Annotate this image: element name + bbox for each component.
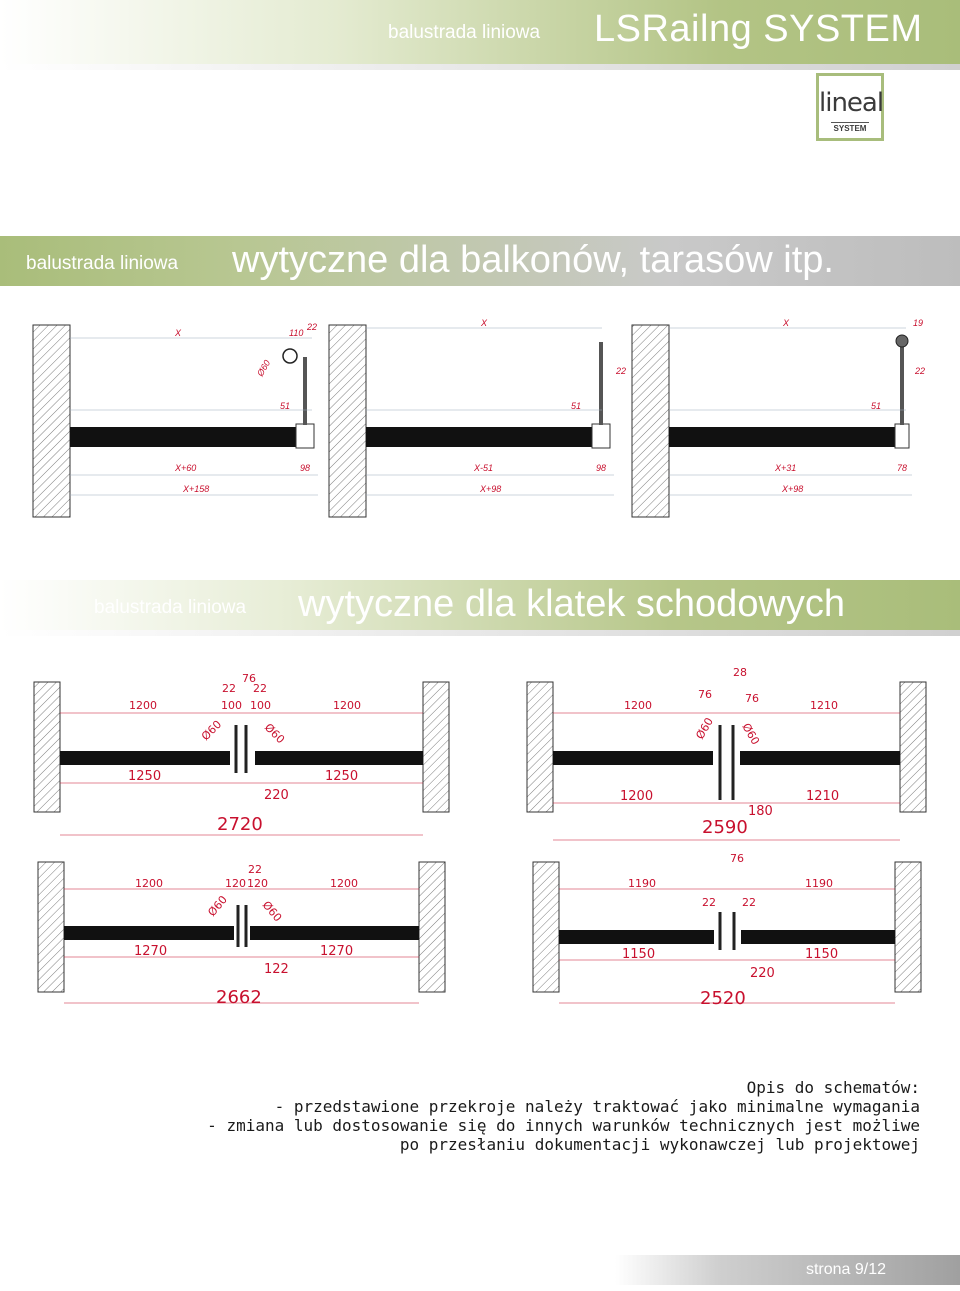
dim-1190a: 1190 <box>628 877 656 890</box>
dim-22a: 22 <box>702 896 716 909</box>
header-subtitle: balustrada liniowa <box>388 22 541 43</box>
dim-2662: 2662 <box>216 987 262 1008</box>
dim-x: X <box>175 328 182 338</box>
flight-left <box>553 751 713 765</box>
notes-line-3: po przesłaniu dokumentacji wykonawczej lub projektowej <box>399 1135 920 1154</box>
stairs-section-title: wytyczne dla klatek schodowych <box>298 583 846 625</box>
dim-98: 98 <box>300 463 311 473</box>
wall-hatch-right <box>423 682 449 812</box>
dim-1200-left: 1200 <box>135 877 163 890</box>
balcony-drawing-2 <box>329 318 626 517</box>
balcony-section-subtitle: balustrada liniowa <box>26 253 179 274</box>
stairs-drawing-1 <box>34 672 449 835</box>
dim-98: 98 <box>596 463 607 473</box>
profile <box>296 424 314 448</box>
logo-word: lineal <box>819 88 884 118</box>
dim-100b: 100 <box>250 699 271 712</box>
notes-line-1: - przedstawione przekroje należy traktować jako minimalne wymagania <box>274 1097 920 1116</box>
wall-hatch-right <box>419 862 445 992</box>
dim-2590: 2590 <box>702 817 748 838</box>
page-footer <box>615 1255 960 1285</box>
dim-51: 51 <box>871 401 882 411</box>
dim-2720: 2720 <box>217 814 263 835</box>
stairs-drawing-2 <box>527 666 926 840</box>
dim-1200-left: 1200 <box>129 699 157 712</box>
dim-x-51: X-51 <box>474 463 494 473</box>
header-title: LSRailng SYSTEM <box>594 8 923 50</box>
dim-1200: 1200 <box>624 699 652 712</box>
dim-1200-right: 1200 <box>333 699 361 712</box>
dim-22: 22 <box>616 366 627 376</box>
dim-110: 110 <box>289 328 304 338</box>
dim-22b: 22 <box>742 896 756 909</box>
dim-76: 76 <box>242 672 256 685</box>
dim-51: 51 <box>571 401 582 411</box>
dim-1250a: 1250 <box>128 769 162 784</box>
dim-x31: X+31 <box>775 463 797 473</box>
dim-100a: 100 <box>221 699 242 712</box>
notes-line-2: - zmiana lub dostosowanie się do innych warunków technicznych jest możliwe <box>207 1116 920 1135</box>
dim-76a: 76 <box>698 688 712 701</box>
flight-left <box>64 926 234 940</box>
dim-1190b: 1190 <box>805 877 833 890</box>
dim-1270b: 1270 <box>320 944 354 959</box>
dim-dia: Ø60 <box>255 358 273 378</box>
notes-heading: Opis do schematów: <box>746 1078 920 1097</box>
dim-122: 122 <box>264 962 289 977</box>
dim-1200-right: 1200 <box>330 877 358 890</box>
dim-1270a: 1270 <box>134 944 168 959</box>
dim-19: 19 <box>913 318 924 328</box>
dim-x: X <box>783 318 790 328</box>
schema-notes <box>207 1078 920 1154</box>
flight-left <box>559 930 714 944</box>
dim-220: 220 <box>750 966 775 981</box>
dim-1150b: 1150 <box>805 947 839 962</box>
logo-sub: SYSTEM <box>831 122 869 133</box>
dim-x98: X+98 <box>480 484 502 494</box>
wall-hatch-right <box>900 682 926 812</box>
dim-120b: 120 <box>247 877 268 890</box>
dim-1210-w: 1210 <box>806 789 840 804</box>
balcony-section-title: wytyczne dla balkonów, tarasów itp. <box>232 239 834 281</box>
wall-hatch <box>329 325 366 517</box>
dim-dia-b: Ø60 <box>261 720 288 747</box>
wall-hatch-left <box>38 862 64 992</box>
dim-dia-b: Ø60 <box>739 721 762 748</box>
dim-dia-a: Ø60 <box>205 893 230 919</box>
wall-hatch-left <box>527 682 553 812</box>
slab <box>366 427 610 447</box>
flight-right <box>741 930 895 944</box>
wall-hatch <box>33 325 70 517</box>
dim-22: 22 <box>307 322 318 332</box>
flight-left <box>60 751 230 765</box>
dim-dia-a: Ø60 <box>693 715 716 742</box>
flight-right <box>250 926 419 940</box>
dim-1150a: 1150 <box>622 947 656 962</box>
balcony-drawing-3 <box>632 318 925 517</box>
profile <box>895 424 909 448</box>
slab <box>70 427 314 447</box>
flight-right <box>740 751 900 765</box>
dim-76b: 76 <box>745 692 759 705</box>
dim-22: 22 <box>915 366 926 376</box>
dim-1250b: 1250 <box>325 769 359 784</box>
dim-180: 180 <box>748 804 773 819</box>
dim-22a: 22 <box>222 682 236 695</box>
dim-2520: 2520 <box>700 988 746 1009</box>
flight-right <box>255 751 423 765</box>
handrail <box>896 335 908 347</box>
dim-1200-w: 1200 <box>620 789 654 804</box>
dim-x60: X+60 <box>175 463 197 473</box>
dim-x98: X+98 <box>782 484 804 494</box>
wall-hatch-left <box>533 862 559 992</box>
dim-1210: 1210 <box>810 699 838 712</box>
dim-76: 76 <box>730 852 744 865</box>
dim-220: 220 <box>264 788 289 803</box>
page-number: strona 9/12 <box>805 1261 886 1278</box>
dim-78: 78 <box>897 463 908 473</box>
slab <box>669 427 907 447</box>
dim-22: 22 <box>248 863 262 876</box>
stairs-section-subtitle: balustrada liniowa <box>94 597 247 618</box>
handrail <box>283 349 297 363</box>
wall-hatch-left <box>34 682 60 812</box>
stairs-drawing-3 <box>38 862 445 1008</box>
dim-28: 28 <box>733 666 747 679</box>
dim-22b: 22 <box>253 682 267 695</box>
dim-x: X <box>481 318 488 328</box>
dim-120a: 120 <box>225 877 246 890</box>
dim-x158: X+158 <box>183 484 210 494</box>
stairs-drawing-4 <box>533 852 921 1009</box>
dim-dia-a: Ø60 <box>198 717 225 744</box>
balcony-drawing-1 <box>33 322 318 517</box>
wall-hatch-right <box>895 862 921 992</box>
dim-dia-b: Ø60 <box>259 898 285 925</box>
profile <box>592 424 610 448</box>
dim-51: 51 <box>280 401 291 411</box>
wall-hatch <box>632 325 669 517</box>
